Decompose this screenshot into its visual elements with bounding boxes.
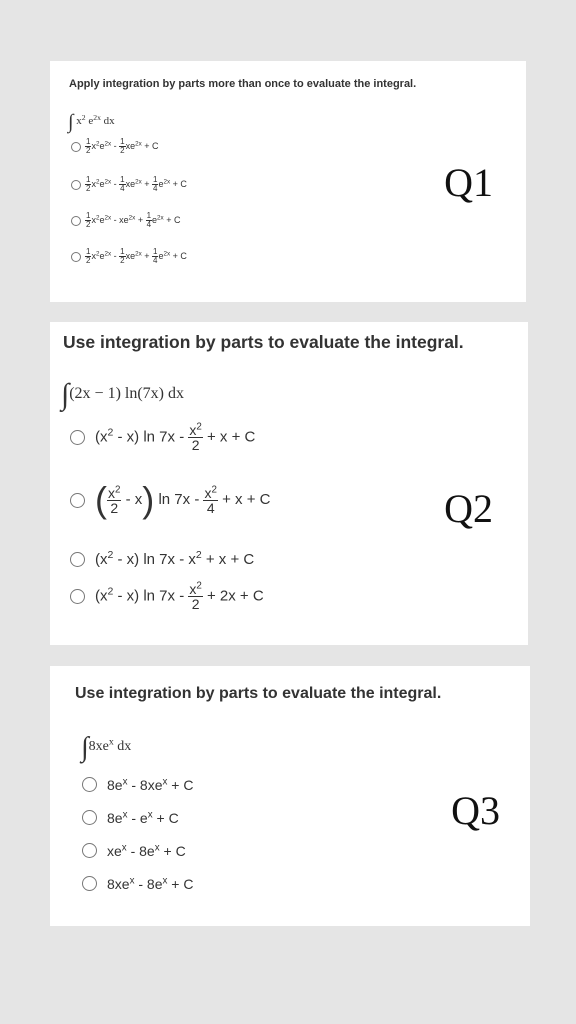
question-3-card [50,666,530,926]
integral-sign: ∫ [61,378,70,411]
radio-button[interactable] [70,589,85,604]
question-1-integral: ∫ $x^2$ $e^{2x}$ dx [68,111,115,133]
option-expression: $\frac{1}{2}$ $x^2e^{2x} - xe^{2x}$ + $\frac{1}{4}$ $e^{2x} + C$ [86,211,181,230]
question-2-label: Q2 [444,486,493,531]
question-1-option-c[interactable] [71,212,180,230]
option-expression: $\frac{1}{2}$ $x^2e^{2x}$ - $\frac{1}{4}$ $xe^{2x}$ + $\frac{1}{4}$ $e^{2x} + C$ [86,175,187,194]
option-expression: $(x^2 - x)$ ln 7x - $\frac{x^2}{2}$ + x + C [95,421,256,453]
question-2-option-d[interactable] [70,582,264,611]
radio-button[interactable] [82,876,97,891]
radio-button[interactable] [71,142,81,152]
question-1-card [50,61,526,302]
radio-button[interactable] [70,493,85,508]
option-expression: $(x^2 - x)$ ln 7x - $\frac{x^2}{2}$ + 2x + C [95,580,264,612]
radio-button[interactable] [82,843,97,858]
option-expression: $8xe^x - 8e^x + C$ [107,875,194,892]
question-3-integral: $\int 8xe^x$ dx [81,732,132,763]
question-1-label: Q1 [444,160,493,205]
option-expression: $8e^x - e^x + C$ [107,809,179,826]
question-1-option-a[interactable] [71,138,159,156]
option-expression: $(x^2 - x)$ $\ln 7x - x^2 + x + C$ [95,549,255,569]
option-expression: $8e^x - 8xe^x + C$ [107,776,194,793]
question-2-option-b[interactable] [70,479,271,520]
radio-button[interactable] [71,252,81,262]
question-1-prompt: Apply integration by parts more than once to evaluate the integral. [69,78,417,90]
radio-button[interactable] [71,216,81,226]
option-expression: $xe^x - 8e^x + C$ [107,842,186,859]
question-3-prompt: Use integration by parts to evaluate the integral. [75,685,442,702]
integral-sign: ∫ [68,111,74,133]
question-1-option-b[interactable] [71,176,187,194]
option-expression: $\frac{1}{2}$ $x^2e^{2x}$ - $\frac{1}{2}$ $xe^{2x} + C$ [86,137,159,156]
question-3-label: Q3 [451,788,500,833]
question-2-option-a[interactable] [70,423,255,452]
integral-sign: ∫ [81,732,89,763]
radio-button[interactable] [82,810,97,825]
question-2-prompt: Use integration by parts to evaluate the integral. [63,332,464,352]
option-expression: $\frac{1}{2}$ $x^2e^{2x}$ - $\frac{1}{2}$ $xe^{2x}$ + $\frac{1}{4}$ $e^{2x} + C$ [86,247,187,266]
question-2-integral: ∫(2x − 1) ln(7x) dx [61,378,184,411]
question-3-option-c[interactable] [82,842,186,860]
question-3-option-b[interactable] [82,809,179,827]
question-3-option-a[interactable] [82,776,193,794]
question-1-option-d[interactable] [71,248,187,266]
question-2-option-c[interactable] [70,551,254,569]
question-2-card [50,322,528,645]
question-3-option-d[interactable] [82,875,193,893]
radio-button[interactable] [71,180,81,190]
radio-button[interactable] [70,430,85,445]
radio-button[interactable] [82,777,97,792]
radio-button[interactable] [70,552,85,567]
option-expression: ( $\frac{x^2}{2}$ - x) ln 7x - $\frac{x^2}{4}$ + x + C [95,479,271,520]
